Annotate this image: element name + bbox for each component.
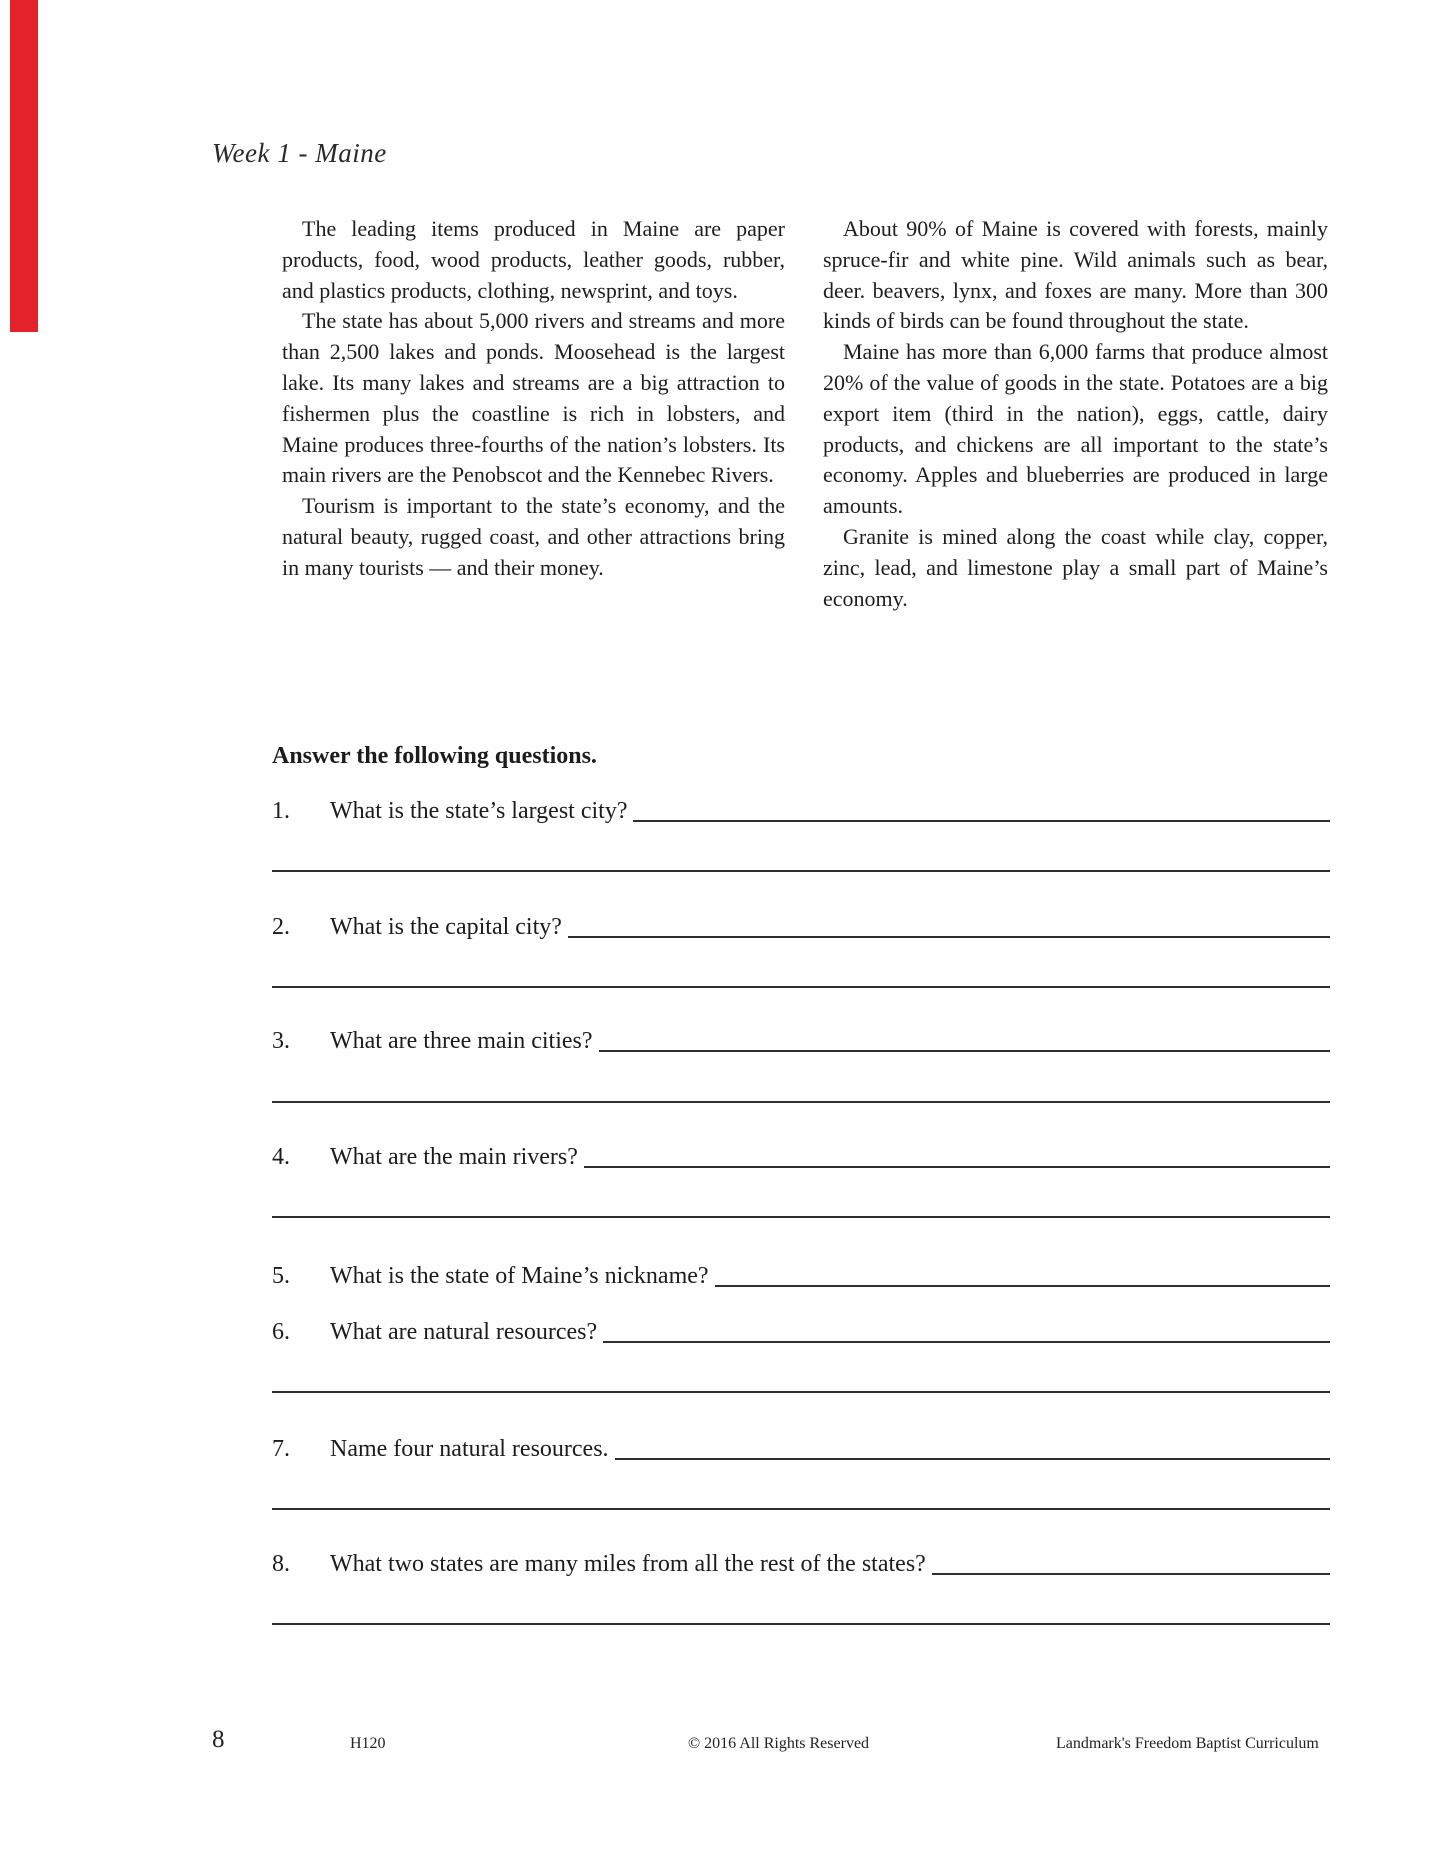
answer-blank [568,936,1330,938]
question-text: What are three main cities? [330,1028,593,1054]
page-number: 8 [212,1726,225,1753]
answer-line [272,1508,1330,1510]
course-code: H120 [350,1735,386,1752]
answer-blank [603,1341,1330,1343]
page-title: Week 1 - Maine [212,138,387,168]
answer-blank [633,820,1330,822]
paragraph: The leading items produced in Maine are paper products, food, wood products, leather goods, rubber, and plastics products, clothing, newsprint, and toys. [282,216,785,303]
question-number: 6. [272,1319,290,1345]
answer-blank [615,1458,1330,1460]
question-row-8 [272,1550,1330,1578]
article [282,214,1328,614]
answer-blank [599,1050,1330,1052]
answer-blank [715,1285,1330,1287]
question-number: 7. [272,1436,290,1462]
question-text: What is the state’s largest city? [330,798,628,824]
question-row-7 [272,1435,1330,1463]
question-number: 1. [272,798,290,824]
answer-blank [932,1573,1330,1575]
question-row-6 [272,1318,1330,1346]
question-text: What is the state of Maine’s nickname? [330,1263,709,1289]
paragraph: Maine has more than 6,000 farms that produce almost 20% of the value of goods in the state. Potatoes are a big export item (third in the nation), eggs, cattle, dairy products, and chickens are all important to the state’s economy. Apples and blueberries are produced in large amounts. [823,339,1328,519]
paragraph: The state has about 5,000 rivers and streams and more than 2,500 lakes and ponds. Moosehead is the largest lake. Its many lakes and streams are a big attraction to fishermen plus the coastline is rich in lobsters, and Maine produces three-fourths of the nation’s lobsters. Its main rivers are the Penobscot and the Kennebec Rivers. [282,308,785,488]
answer-blank [584,1166,1330,1168]
red-margin-stripe [10,0,38,332]
question-text: Name four natural resources. [330,1436,609,1462]
question-row-3 [272,1027,1330,1055]
paragraph: Tourism is important to the state’s economy, and the natural beauty, rugged coast, and other attractions bring in many tourists — and their money. [282,493,785,580]
answer-line [272,986,1330,988]
article-right-column [823,214,1328,614]
question-number: 2. [272,914,290,940]
copyright-text: © 2016 All Rights Reserved [688,1735,870,1752]
publisher-text: Landmark's Freedom Baptist Curriculum [1056,1735,1319,1752]
article-left-column [282,214,785,614]
questions-heading: Answer the following questions. [272,743,597,769]
answer-line [272,1623,1330,1625]
question-number: 3. [272,1028,290,1054]
question-number: 8. [272,1551,290,1577]
question-number: 5. [272,1263,290,1289]
paragraph: Granite is mined along the coast while clay, copper, zinc, lead, and limestone play a small part of Maine’s economy. [823,523,1328,611]
answer-line [272,1101,1330,1103]
question-text: What two states are many miles from all the rest of the states? [330,1551,926,1577]
answer-line [272,870,1330,872]
question-row-1 [272,797,1330,825]
question-text: What are natural resources? [330,1319,598,1345]
question-text: What are the main rivers? [330,1144,578,1170]
question-number: 4. [272,1144,290,1170]
question-row-2 [272,913,1330,941]
answer-line [272,1216,1330,1218]
paragraph: About 90% of Maine is covered with forests, mainly spruce-fir and white pine. Wild animals such as bear, deer. beavers, lynx, and foxes are many. More than 300 kinds of birds can be found throughout the state. [823,216,1328,334]
questions-section [272,743,1330,1643]
question-row-4 [272,1143,1330,1171]
question-text: What is the capital city? [330,914,562,940]
answer-line [272,1391,1330,1393]
question-row-5 [272,1262,1330,1290]
